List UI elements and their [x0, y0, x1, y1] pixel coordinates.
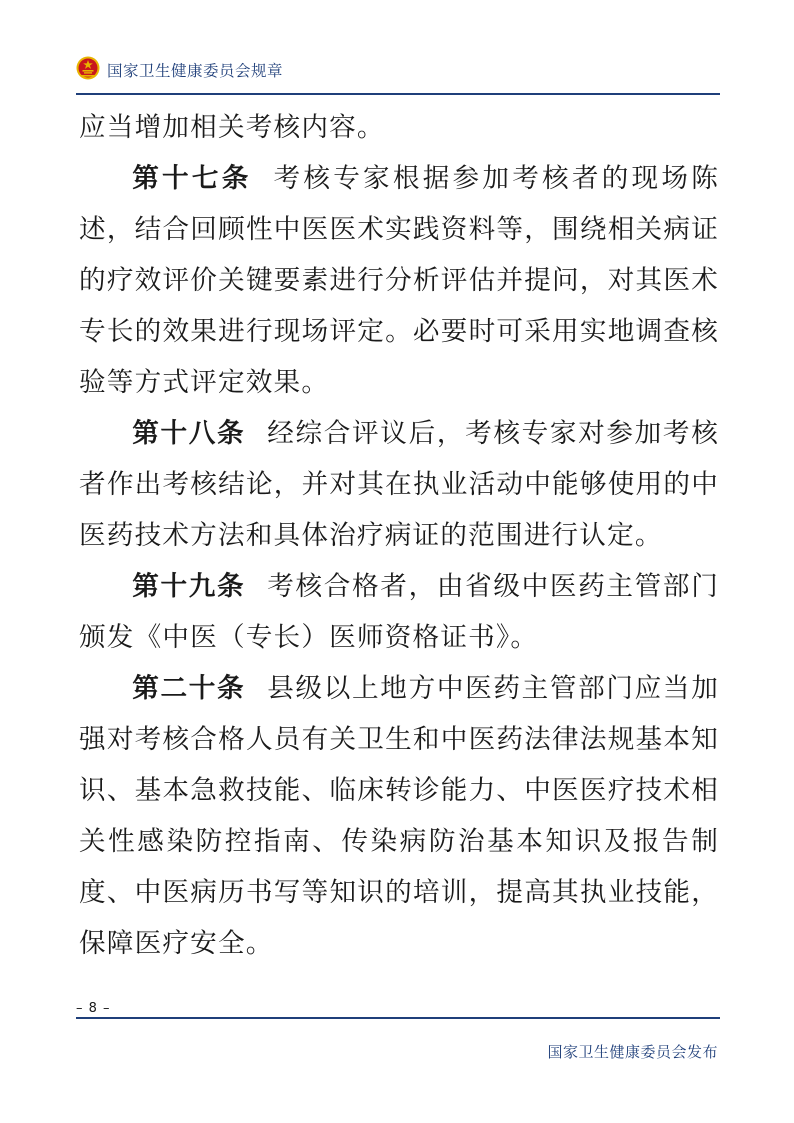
- document-body: [79, 102, 719, 969]
- article-label: 第十九条: [132, 571, 246, 602]
- header-divider: [76, 93, 720, 95]
- national-emblem-icon: [76, 56, 100, 80]
- intro-paragraph: 应当增加相关考核内容。: [79, 112, 385, 143]
- page-header: [76, 56, 720, 94]
- article-text: 考核专家根据参加考核者的现场陈述，结合回顾性中医医术实践资料等，围绕相关病证的疗效评价关键要素进行分析评估并提问，对其医术专长的效果进行现场评定。必要时可采用实地调查核验等方式评定效果。: [79, 163, 719, 398]
- footer-publisher: 国家卫生健康委员会发布: [547, 1043, 718, 1061]
- article-text: 县级以上地方中医药主管部门应当加强对考核合格人员有关卫生和中医药法律法规基本知识、基本急救技能、临床转诊能力、中医医疗技术相关性感染防控指南、传染病防治基本知识及报告制度、中医病历书写等知识的培训，提高其执业技能，保障医疗安全。: [79, 673, 719, 959]
- article-17: [79, 153, 719, 408]
- article-text: 考核合格者，由省级中医药主管部门颁发《中医（专长）医师资格证书》。: [79, 571, 719, 653]
- article-label: 第二十条: [132, 673, 246, 704]
- page-number: – 8 –: [76, 1001, 111, 1016]
- footer-divider: [76, 1017, 720, 1019]
- article-label: 第十七条: [132, 163, 252, 194]
- article-text: 经综合评议后，考核专家对参加考核者作出考核结论，并对其在执业活动中能够使用的中医药技术方法和具体治疗病证的范围进行认定。: [79, 418, 719, 551]
- article-label: 第十八条: [132, 418, 246, 449]
- article-18: [79, 408, 719, 561]
- article-20: [79, 663, 719, 969]
- header-title: 国家卫生健康委员会规章: [107, 62, 284, 80]
- article-19: [79, 561, 719, 663]
